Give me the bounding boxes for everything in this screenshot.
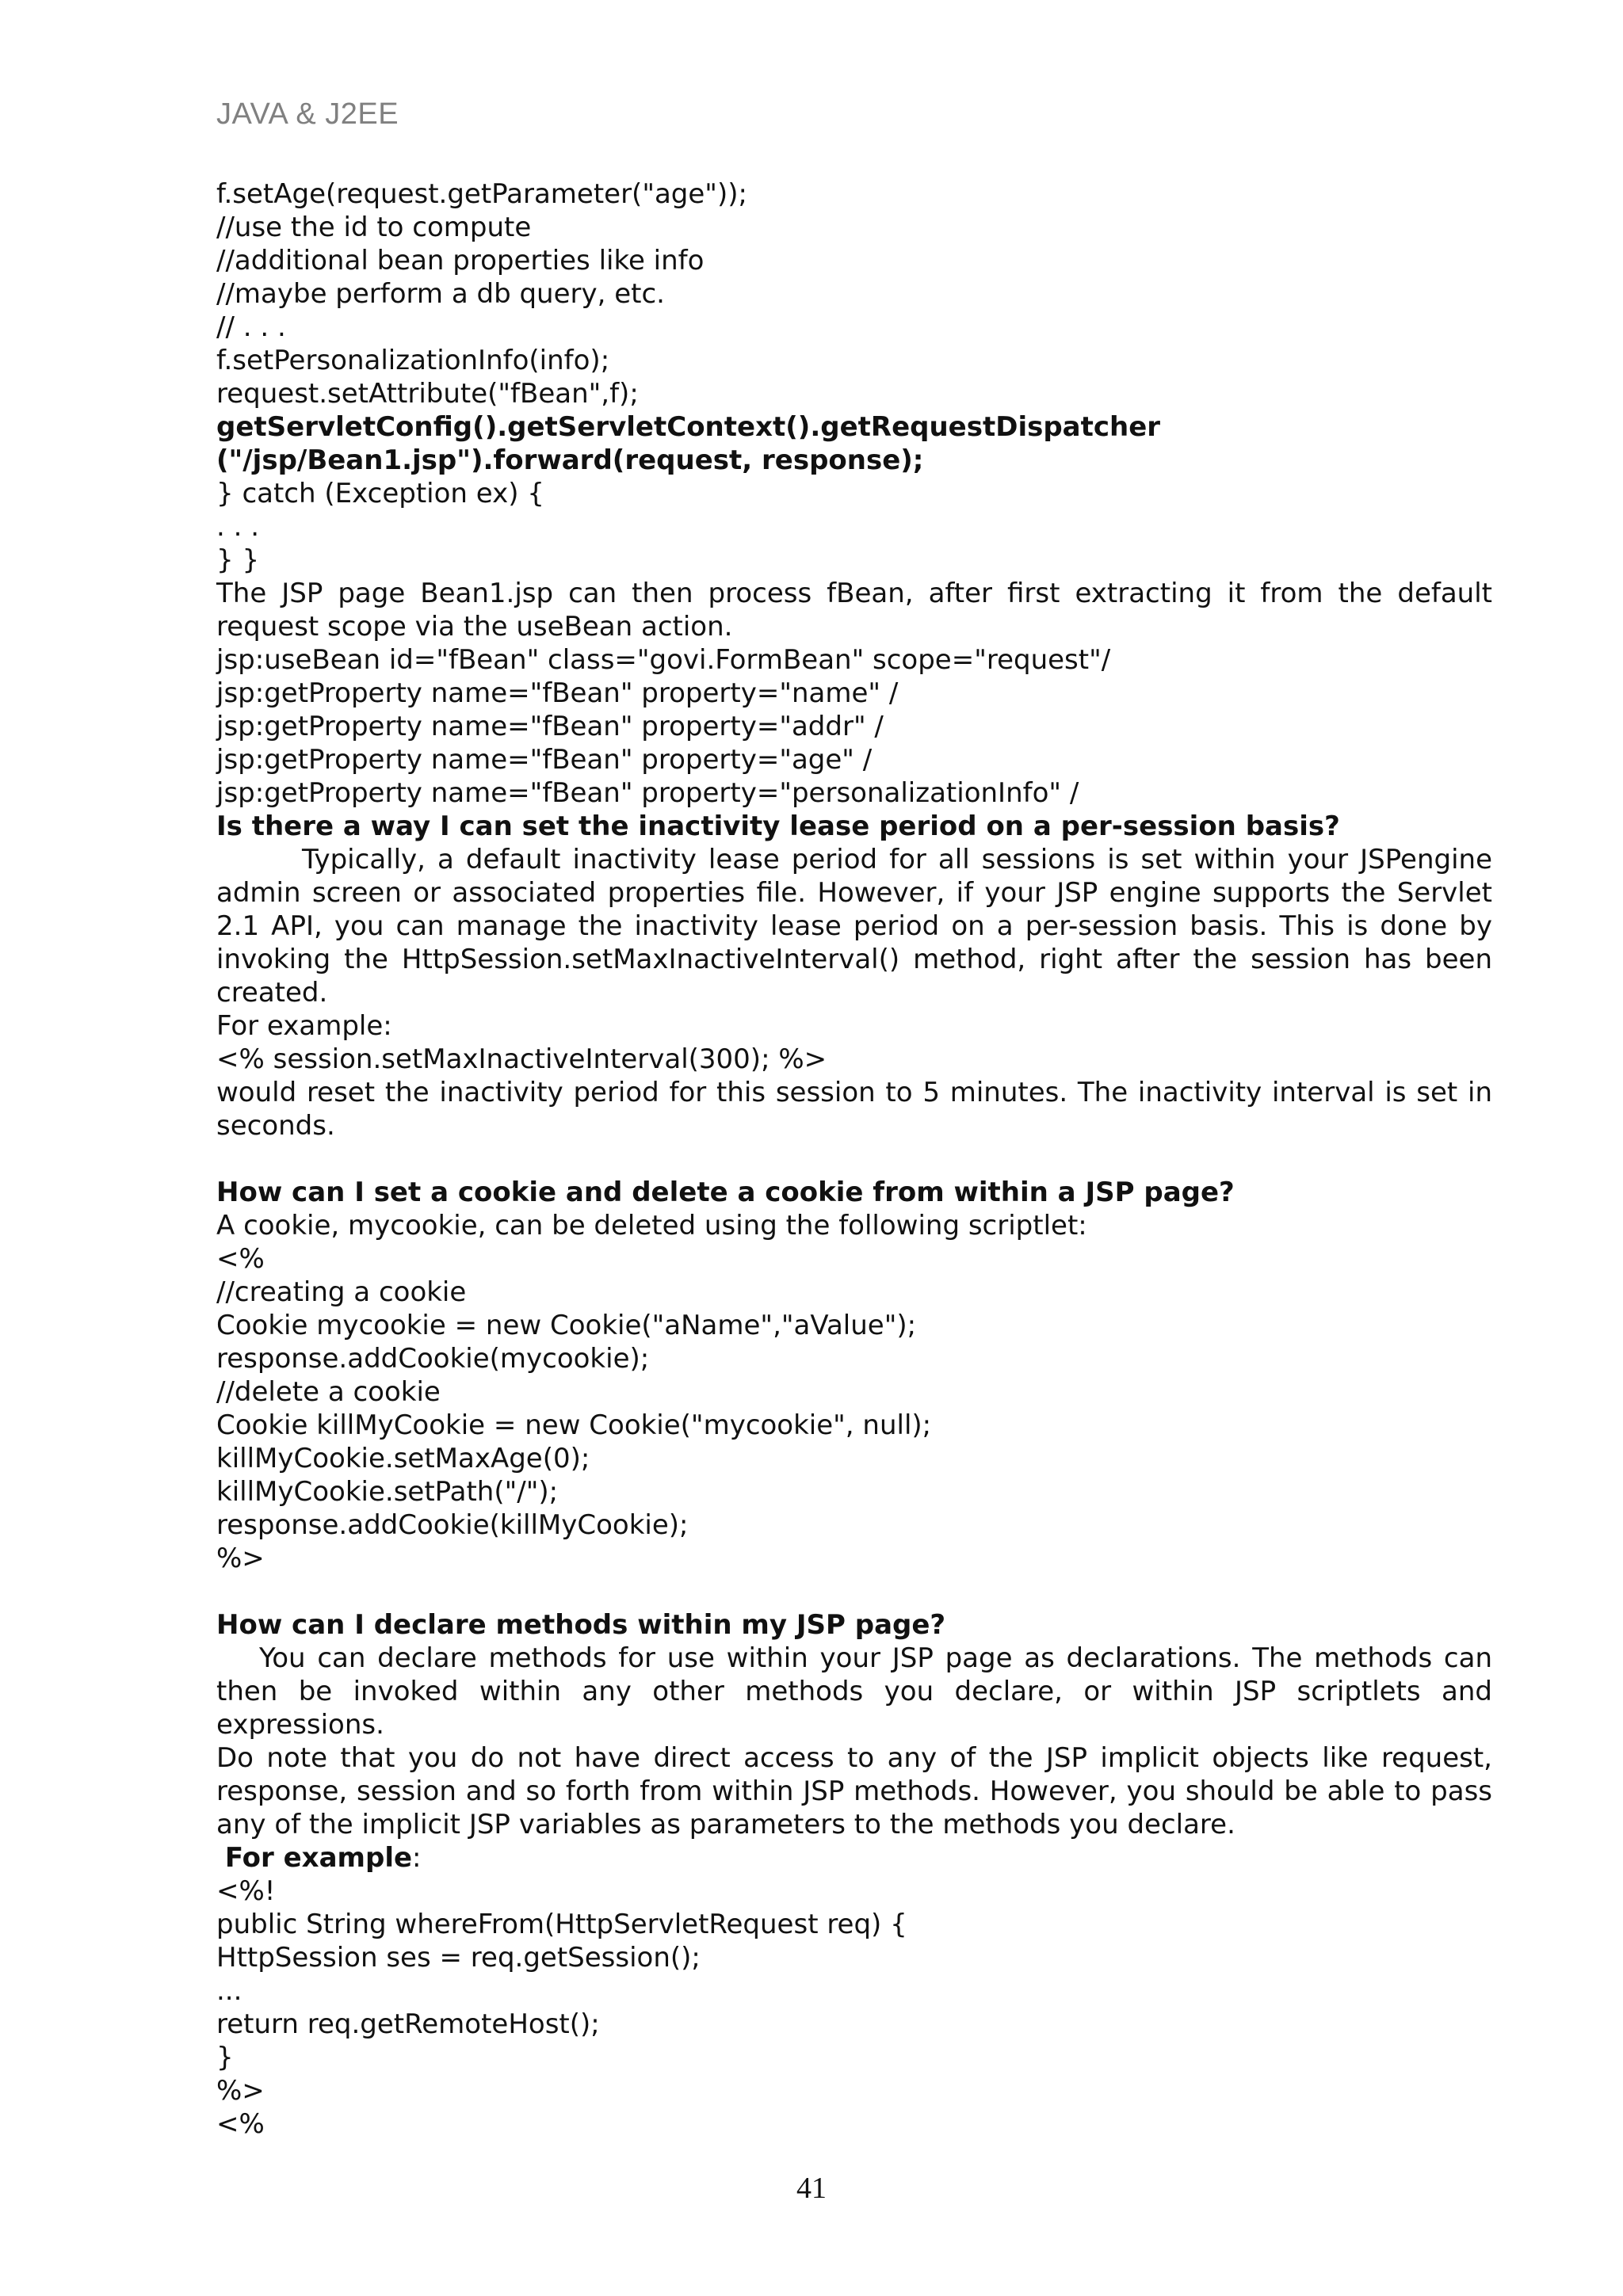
spacer: [216, 1142, 1492, 1176]
code-line: f.setAge(request.getParameter("age"));: [216, 178, 747, 210]
example-label-line: [216, 1841, 1492, 1875]
paragraph-cookie-intro: A cookie, mycookie, can be deleted using the following scriptlet:: [216, 1210, 1087, 1241]
section-heading-lease: Is there a way I can set the inactivity lease period on a per-session basis?: [216, 810, 1340, 842]
code-line: //creating a cookie: [216, 1276, 467, 1308]
code-line: } }: [216, 544, 260, 576]
code-line: //delete a cookie: [216, 1376, 441, 1408]
paragraph-lease: Typically, a default inactivity lease period for all sessions is set within your JSPengine admin screen or associated properties file. However, if your JSP engine supports the Servlet 2.1 API, you can manage the inactivity lease period on a per-session basis. This is done by invoking the HttpSession.setMaxInactiveInterval() method, right after the session has been created.: [216, 844, 1492, 1009]
code-line: Cookie killMyCookie = new Cookie("mycookie", null);: [216, 1409, 932, 1441]
code-line: killMyCookie.setPath("/");: [216, 1476, 559, 1508]
code-line: public String whereFrom(HttpServletRequest req) {: [216, 1909, 907, 1940]
page-content: [216, 177, 1492, 2141]
code-line: <%!: [216, 1875, 276, 1907]
jsp-tag-line: jsp:getProperty name="fBean" property="addr" /: [216, 711, 884, 742]
code-line: killMyCookie.setMaxAge(0);: [216, 1443, 590, 1474]
example-label: For example: [224, 1842, 413, 1874]
code-line: // . . .: [216, 311, 286, 343]
code-line-bold: getServletConfig().getServletContext().getRequestDispatcher: [216, 411, 1161, 443]
code-line: HttpSession ses = req.getSession();: [216, 1942, 701, 1974]
code-line: <%: [216, 1243, 265, 1275]
code-line: response.addCookie(mycookie);: [216, 1343, 650, 1375]
code-line: . . .: [216, 511, 260, 543]
code-line: ...: [216, 1975, 242, 2007]
paragraph-methods-2: Do note that you do not have direct access to any of the JSP implicit objects like request, response, session and so forth from within JSP methods. However, you should be able to pass any of the implicit JSP variables as parameters to the methods you declare.: [216, 1742, 1492, 1840]
code-line: Cookie mycookie = new Cookie("aName","aValue");: [216, 1310, 917, 1341]
section-heading-methods: How can I declare methods within my JSP page?: [216, 1609, 946, 1641]
code-line: %>: [216, 2075, 265, 2107]
jsp-tag-line: jsp:useBean id="fBean" class="govi.FormBean" scope="request"/: [216, 644, 1111, 676]
code-line: response.addCookie(killMyCookie);: [216, 1509, 689, 1541]
jsp-tag-line: jsp:getProperty name="fBean" property="personalizationInfo" /: [216, 777, 1079, 809]
page-number: 41: [796, 2172, 827, 2205]
jsp-tag-line: jsp:getProperty name="fBean" property="age" /: [216, 744, 873, 776]
example-colon: :: [412, 1842, 422, 1874]
code-line: %>: [216, 1543, 265, 1574]
code-line: <% session.setMaxInactiveInterval(300); %>: [216, 1043, 827, 1075]
example-label: For example:: [216, 1010, 392, 1042]
code-line-bold: ("/jsp/Bean1.jsp").forward(request, response);: [216, 444, 924, 476]
running-header: JAVA & J2EE: [216, 97, 399, 131]
code-line: request.setAttribute("fBean",f);: [216, 378, 639, 410]
paragraph-bean1: The JSP page Bean1.jsp can then process fBean, after first extracting it from the default request scope via the useBean action.: [216, 578, 1492, 643]
code-line: //use the id to compute: [216, 212, 532, 243]
spacer: [216, 1575, 1492, 1608]
paragraph-lease-after: would reset the inactivity period for this session to 5 minutes. The inactivity interval is set in seconds.: [216, 1077, 1492, 1142]
code-line: //additional bean properties like info: [216, 245, 705, 277]
code-line: }: [216, 2042, 234, 2073]
paragraph-methods-1: You can declare methods for use within your JSP page as declarations. The methods can then be invoked within any other methods you declare, or within JSP scriptlets and expressions.: [216, 1642, 1492, 1741]
section-heading-cookie: How can I set a cookie and delete a cookie from within a JSP page?: [216, 1177, 1235, 1208]
code-line: return req.getRemoteHost();: [216, 2008, 600, 2040]
code-line: f.setPersonalizationInfo(info);: [216, 345, 610, 376]
code-line: <%: [216, 2108, 265, 2140]
code-line: } catch (Exception ex) {: [216, 478, 544, 509]
jsp-tag-line: jsp:getProperty name="fBean" property="name" /: [216, 677, 899, 709]
code-line: //maybe perform a db query, etc.: [216, 278, 665, 310]
